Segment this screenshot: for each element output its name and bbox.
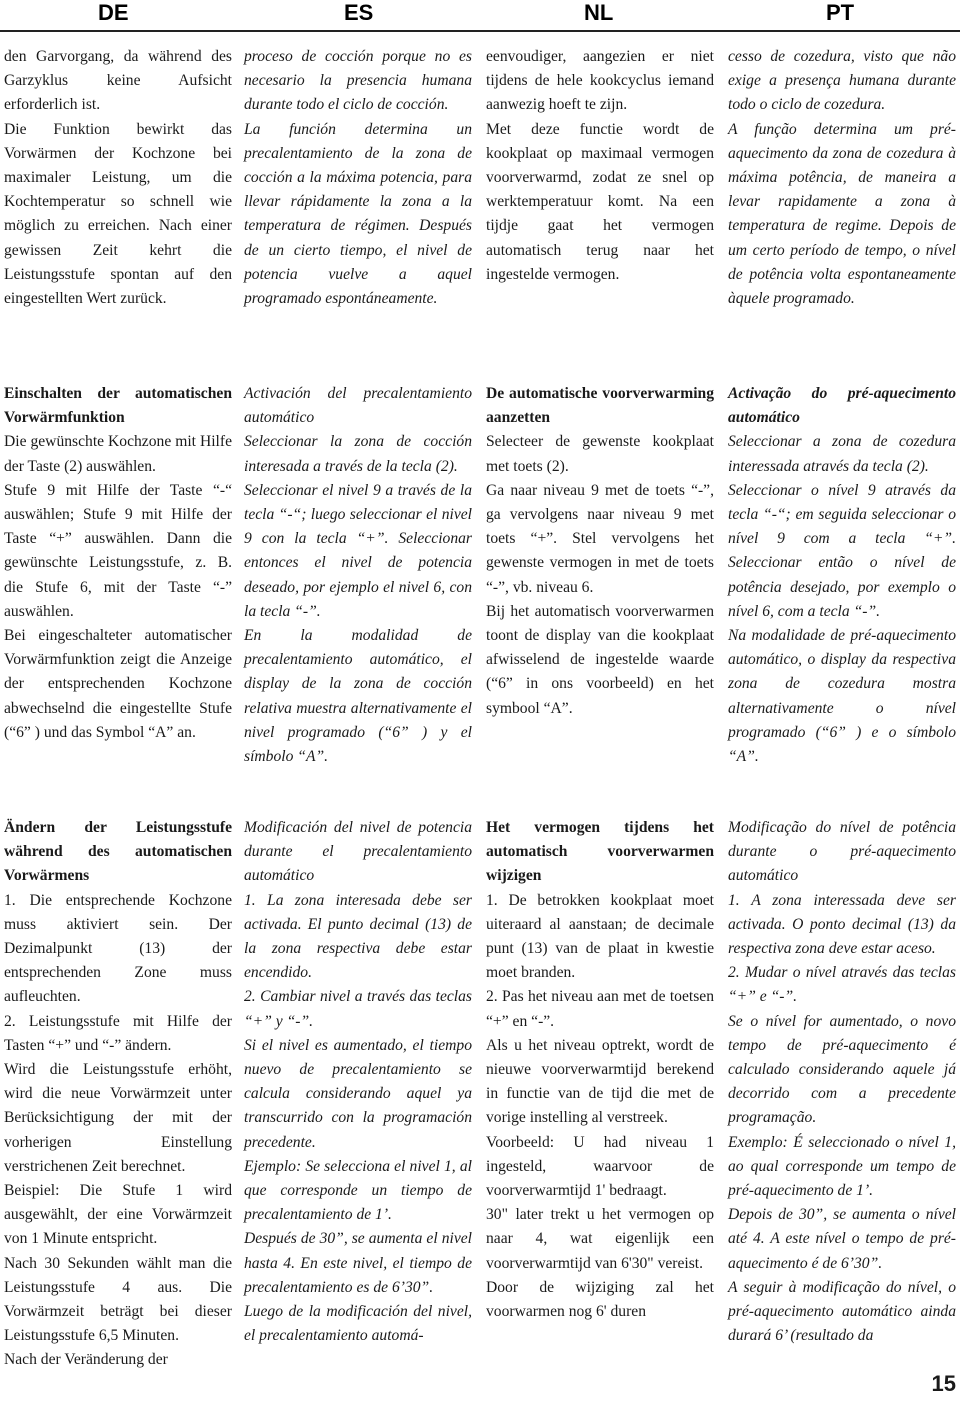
de-intro-p2: Die Funktion bewirkt das Vorwärmen der Kochzone bei maximaler Leistung, um die Kochtemperatur so schnell wie möglich zu erreichen. Nach einer gewissen Zeit kehrt die Leistungsstufe spontan auf den eingestellten Wert zurück. [4, 120, 232, 308]
nl-section-activation [486, 382, 714, 721]
pt-modify-p1: 1. A zona interessada deve ser activada. O ponto decimal (13) da respectiva zona deve estar aceso. [728, 891, 956, 958]
pt-section-intro [728, 45, 956, 311]
de-modify-p4: Beispiel: Die Stufe 1 wird ausgewählt, der eine Vorwärmzeit von 1 Minute entspricht. [4, 1182, 232, 1248]
pt-modify-p3: Se o nível for aumentado, o novo tempo de pré-aquecimento é calculado considerando aquele já decorrido com a precedente programação. [728, 1012, 956, 1127]
header-pt: PT [826, 0, 855, 25]
nl-modify-p6: Door de wijziging zal het voorwarmen nog 6' duren [486, 1278, 714, 1321]
pt-intro-p2: A função determina um pré-aquecimento da zona de cozedura à máxima potência, de maneira a levar rapidamente a zona à temperatura de regime. Depois de um certo período de tempo, o nível de potência volta espontaneamente àquele programado. [728, 120, 956, 308]
nl-intro-p1: eenvoudiger, aangezien er niet tijdens de hele kookcyclus iemand aanwezig hoeft te zijn. [486, 48, 714, 114]
de-modify-p1: 1. Die entsprechende Kochzone muss aktiviert sein. Der Dezimalpunkt (13) der entsprechenden Zone muss aufleuchten. [4, 891, 232, 1006]
pt-modify-p2: 2. Mudar o nível através das teclas “+” e “-”. [728, 964, 956, 1006]
de-section-modify [4, 816, 232, 1373]
de-modify-p2: 2. Leistungsstufe mit Hilfe der Tasten “+” und “-” ändern. [4, 1012, 232, 1054]
es-modify-p1: 1. La zona interesada debe ser activada. El punto decimal (13) de la zona respectiva debe estar encendido. [244, 891, 472, 982]
nl-modify-p2: 2. Pas het niveau aan met de toetsen “+” en “-”. [486, 988, 714, 1030]
pt-section-activation [728, 382, 956, 769]
es-activation-p1: Seleccionar la zona de cocción interesada a través de la tecla (2). [244, 433, 472, 475]
pt-modify-p5: Depois de 30”, se aumenta o nível até 4. A este nível o tempo de pré-aquecimento é de 6’30”. [728, 1206, 956, 1272]
de-activation-p2: Stufe 9 mit Hilfe der Taste “-“ auswählen; Stufe 9 mit Hilfe der Taste “+” auswählen. Dann die gewünschte Leistungsstufe, z. B. die Stufe 6, mit der Taste “-” auswählen. [4, 481, 232, 620]
pt-activation-p1: Seleccionar a zona de cozedura interessada através da tecla (2). [728, 433, 956, 475]
nl-activation-title: De automatische voorverwarming aanzetten [486, 385, 714, 427]
nl-activation-p3: Bij het automatisch voorverwarmen toont de display van die kookplaat afwisselend de ingestelde waarde (“6” in ons voorbeeld) en het symbool “A”. [486, 602, 714, 717]
de-activation-p1: Die gewünschte Kochzone mit Hilfe der Taste (2) auswählen. [4, 433, 232, 475]
pt-modify-p6: A seguir à modificação do nível, o pré-aquecimento automático ainda durará 6’ (resultado da [728, 1278, 956, 1345]
pt-section-modify [728, 816, 956, 1348]
de-section-activation [4, 382, 232, 745]
nl-activation-p1: Selecteer de gewenste kookplaat met toets (2). [486, 433, 714, 475]
page-number: 15 [931, 1371, 956, 1396]
header-nl: NL [584, 0, 614, 25]
de-modify-p3: Wird die Leistungsstufe erhöht, wird die neue Vorwärmzeit unter Berücksichtigung der mit der vorherigen Einstellung verstrichenen Zeit berechnet. [4, 1061, 232, 1175]
pt-modify-title: Modificação do nível de potência durante o pré-aquecimento automático [728, 819, 956, 885]
nl-section-intro [486, 45, 714, 287]
es-section-activation [244, 382, 472, 769]
nl-modify-p3: Als u het niveau optrekt, wordt de nieuwe voorverwarmtijd berekend in functie van de tijd die met de vorige instelling al verstreek. [486, 1036, 714, 1127]
de-activation-p3: Bei eingeschalteter automatischer Vorwärmfunktion zeigt die Anzeige der entsprechenden Kochzone abwechselnd die eingestellte Stufe (“6” ) und das Symbol “A” an. [4, 627, 232, 741]
header-de: DE [98, 0, 129, 25]
nl-modify-title: Het vermogen tijdens het automatisch voorverwarmen wijzigen [486, 819, 714, 885]
pt-activation-p2: Seleccionar o nível 9 através da tecla “-“; em seguida seleccionar o nível 9 com a tecla “+”. Seleccionar então o nível de potência desejado, por exemplo o nível 6, com a tecla “-”. [728, 481, 956, 620]
de-modify-p5: Nach 30 Sekunden wählt man die Leistungsstufe 4 aus. Die Vorwärmzeit beträgt bei dieser Leistungsstufe 6,5 Minuten. [4, 1254, 232, 1345]
de-modify-p6: Nach der Veränderung der [4, 1351, 168, 1369]
de-section-intro [4, 45, 232, 311]
nl-modify-p1: 1. De betrokken kookplaat moet uiteraard al aanstaan; de decimale punt (13) van de plaat in kwestie moet branden. [486, 891, 714, 982]
pt-intro-p1: cesso de cozedura, visto que não exige a presença humana durante todo o ciclo de cozedura. [728, 48, 956, 114]
nl-modify-p5: 30" later trekt u het vermogen op naar 4, wat eigenlijk een voorverwarmtijd van 6'30" vereist. [486, 1206, 714, 1272]
pt-activation-p3: Na modalidade de pré-aquecimento automático, o display da respectiva zona de cozedura mostra alternativamente o nível programado (“6” ) e o símbolo “A”. [728, 627, 956, 766]
nl-activation-p2: Ga naar niveau 9 met de toets “-”, ga vervolgens naar niveau 9 met toets “+”. Stel vervolgens het gewenste vermogen in met de toets “-”, vb. niveau 6. [486, 481, 714, 596]
es-activation-p2: Seleccionar el nivel 9 a través de la tecla “-“; luego seleccionar el nivel 9 con la tecla “+”. Seleccionar entonces el nivel de potencia deseado, por ejemplo el nivel 6, con la tecla “-”. [244, 481, 472, 620]
es-section-intro [244, 45, 472, 311]
nl-section-modify [486, 816, 714, 1324]
es-modify-p4: Ejemplo: Se selecciona el nivel 1, al que corresponde un tiempo de precalentamiento de 1’. [244, 1157, 472, 1224]
header-divider [0, 30, 960, 32]
es-activation-title: Activación del precalentamiento automático [244, 385, 472, 427]
es-intro-p2: La función determina un precalentamiento de la zona de cocción a la máxima potencia, para llevar rápidamente la zona a la temperatura de régimen. Después de un cierto tiempo, el nivel de potencia vuelve a aquel programado espontáneamente. [244, 120, 472, 308]
de-activation-title: Einschalten der automatischen Vorwärmfunktion [4, 385, 232, 427]
es-modify-p5: Después de 30”, se aumenta el nivel hasta 4. En este nivel, el tiempo de precalentamiento es de 6’30”. [244, 1230, 472, 1296]
es-activation-p3: En la modalidad de precalentamiento automático, el display de la zona de cocción relativa muestra alternativamente el nivel programado (“6” ) y el símbolo “A”. [244, 627, 472, 766]
de-intro-p1: den Garvorgang, da während des Garzyklus keine Aufsicht erforderlich ist. [4, 48, 232, 114]
pt-modify-p4: Exemplo: É seleccionado o nível 1, ao qual corresponde um tempo de pré-aquecimento de 1’. [728, 1133, 956, 1200]
nl-intro-p2: Met deze functie wordt de kookplaat op maximaal vermogen voorverwarmd, zodat ze snel op werktemperatuur komt. Na een tijdje gaat het vermogen automatisch terug naar het ingestelde vermogen. [486, 120, 714, 283]
pt-activation-title: Activação do pré-aquecimento automático [728, 385, 956, 427]
es-intro-p1: proceso de cocción porque no es necesario la presencia humana durante todo el ciclo de cocción. [244, 48, 472, 114]
nl-modify-p4: Voorbeeld: U had niveau 1 ingesteld, waarvoor de voorverwarmtijd 1' bedraagt. [486, 1133, 714, 1200]
es-modify-title: Modificación del nivel de potencia durante el precalentamiento automático [244, 819, 472, 885]
header-es: ES [344, 0, 374, 25]
es-modify-p2: 2. Cambiar nivel a través das teclas “+” y “-”. [244, 988, 472, 1030]
es-modify-p6: Luego de la modificación del nivel, el precalentamiento automá- [244, 1303, 472, 1345]
es-section-modify [244, 816, 472, 1348]
es-modify-p3: Si el nivel es aumentado, el tiempo nuevo de precalentamiento se calcula considerando aquel ya transcurrido con la programación precedente. [244, 1036, 472, 1151]
de-modify-title: Ändern der Leistungsstufe während des automatischen Vorwärmens [4, 819, 232, 885]
